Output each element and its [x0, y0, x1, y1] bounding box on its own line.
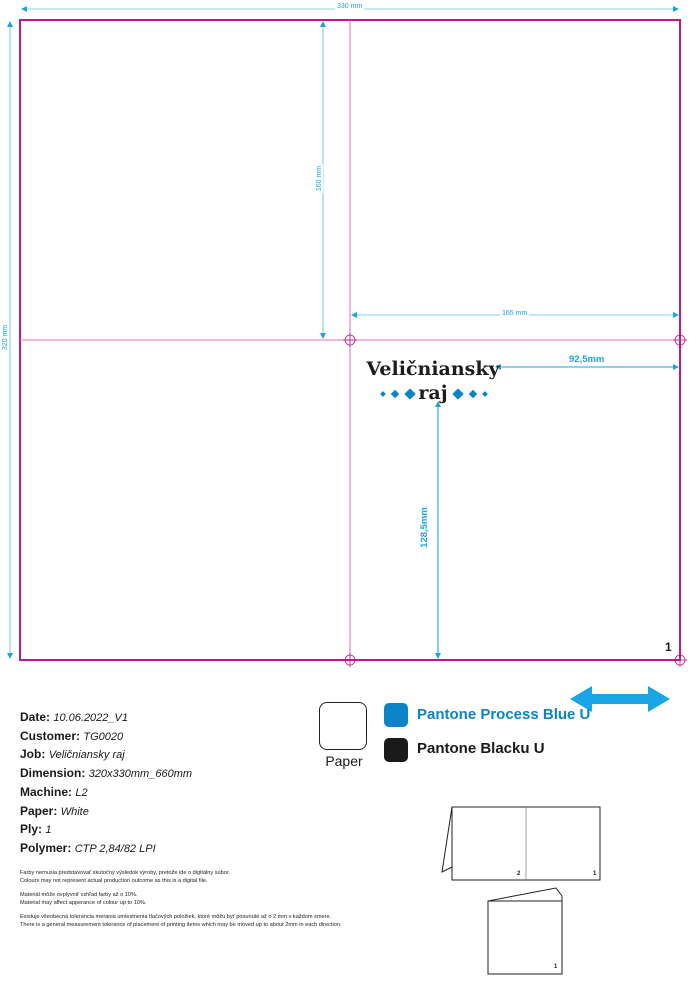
half-width-dimension-label: 165 mm	[502, 310, 528, 317]
date-row: Date: 10.06.2022_V1	[20, 710, 128, 724]
ply-row: Ply: 1	[20, 822, 52, 837]
paper-swatch	[319, 702, 367, 750]
machine-value: L2	[75, 786, 88, 799]
fold-panel-right-number: 1	[593, 871, 597, 877]
job-info	[20, 709, 310, 859]
paper-swatch-label: Paper	[325, 753, 363, 769]
width-dimension-label: 330 mm	[337, 3, 363, 10]
polymer-row: Polymer: CTP 2,84/82 LPI	[20, 840, 156, 855]
date-value: 10.06.2022_V1	[53, 712, 128, 724]
note-line: Existuje všeobecná tolerancia merania umiestnenia tlačových položiek, ktoré môžu byť posunuté až o 2 mm v každom smere.	[20, 914, 332, 920]
logo	[360, 357, 506, 405]
note-line: Material may affect apperance of colour up to 10%.	[20, 900, 147, 906]
customer-row: Customer: TG0020	[20, 728, 124, 743]
color2-label: Pantone Blacku U	[417, 740, 545, 757]
color1-label: Pantone Process Blue U	[417, 706, 591, 723]
disclaimer-notes	[20, 869, 440, 935]
job-row: Job: Veličniansky raj	[20, 747, 125, 762]
dimension-value: 320x330mm_660mm	[88, 768, 193, 781]
note-line: There is a general measurement tolerance of placement of printing items which may be moved up to about 2mm in each direction.	[20, 922, 342, 928]
machine-row: Machine: L2	[20, 784, 88, 799]
fold-diagram-folded	[488, 888, 562, 974]
logo-ornament-right-icon	[452, 388, 490, 400]
dimension-row: Dimension: 320x330mm_660mm	[20, 766, 193, 781]
note-line: Colours may not represent actual production outcome as this is a digital file.	[20, 878, 208, 884]
note-line: Materiál môže ovplyvniť vzhľad farby až o 10%.	[20, 892, 138, 898]
polymer-value: CTP 2,84/82 LPI	[74, 842, 156, 855]
color2-swatch	[384, 738, 408, 762]
fold-panel-left-number: 2	[517, 871, 521, 877]
color1-swatch	[384, 703, 408, 727]
paper-value: White	[60, 805, 89, 818]
folded-panel-number: 1	[554, 964, 558, 970]
logo-vertical-offset-label: 128,5mm	[418, 507, 430, 548]
height-dimension-label: 320 mm	[2, 324, 10, 351]
note-line: Farby nemusia predstavovať skutočný výsledok výroby, pretože ide o digitálny súbor.	[20, 870, 230, 876]
logo-line2: raj	[418, 382, 448, 404]
logo-line1: Veličniansky	[366, 358, 500, 380]
job-value: Veličniansky raj	[48, 749, 125, 762]
page-number: 1	[665, 640, 672, 654]
customer-value: TG0020	[83, 730, 124, 743]
logo-horizontal-offset-label: 92,5mm	[569, 354, 605, 365]
fold-diagram-open	[442, 807, 600, 880]
top-panel-dimension-label: 160 mm	[316, 165, 324, 192]
ply-value: 1	[45, 824, 52, 837]
logo-ornament-left-icon	[380, 388, 418, 400]
paper-row: Paper: White	[20, 803, 89, 818]
